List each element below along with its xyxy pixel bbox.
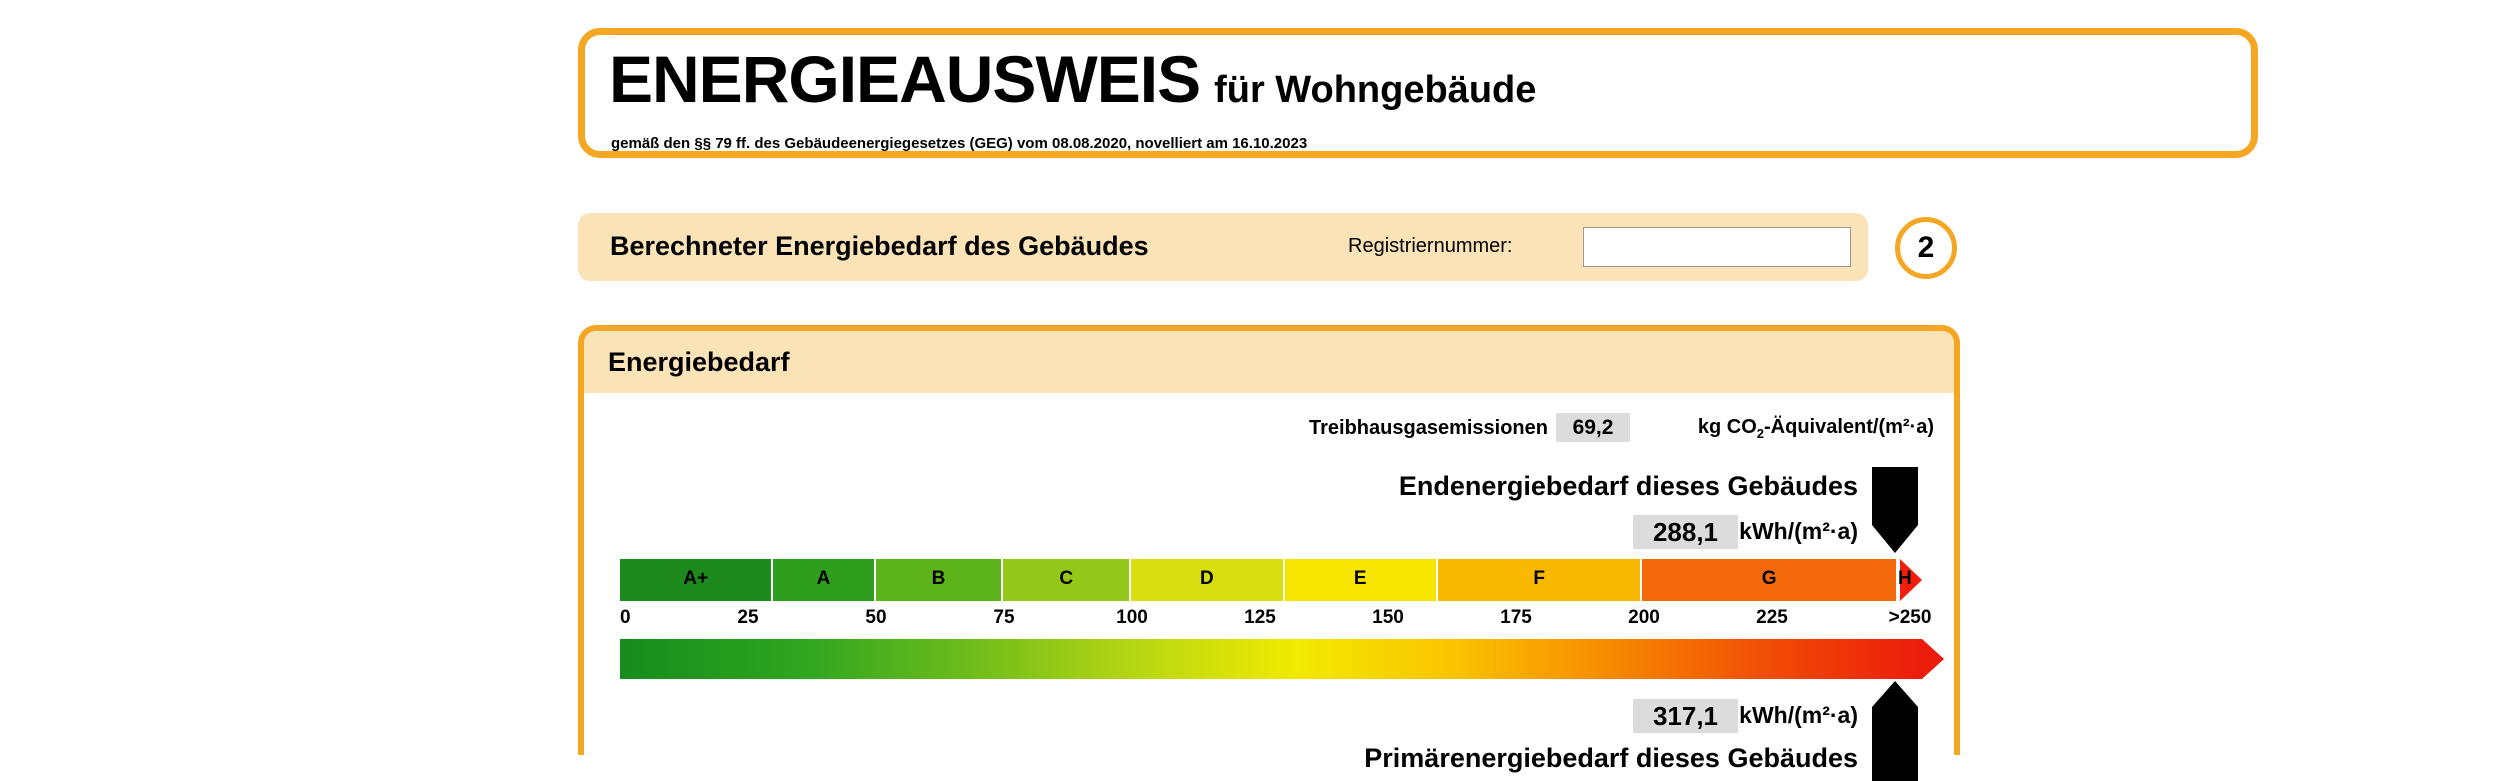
- energy-scale-tick-label: 100: [1116, 607, 1148, 628]
- energy-class-segment-g: [1642, 559, 1898, 601]
- page-number-badge: 2: [1895, 217, 1957, 279]
- energy-scale-tick-label: 0: [620, 607, 631, 628]
- energy-class-segment-aplus: [620, 559, 773, 601]
- greenhouse-gas-value: 69,2: [1556, 413, 1630, 442]
- energy-scale-tick-label: 50: [865, 607, 887, 628]
- energy-demand-header: [584, 331, 1954, 393]
- primary-energy-value: 317,1: [1633, 699, 1738, 733]
- energy-class-label: D: [1200, 568, 1214, 589]
- final-energy-value: 288,1: [1633, 515, 1738, 549]
- document-subtitle: für Wohngebäude: [1214, 69, 1537, 111]
- ghg-unit-sub: 2: [1756, 426, 1764, 441]
- energy-class-segment-c: [1003, 559, 1131, 601]
- registration-number-input[interactable]: [1583, 227, 1851, 267]
- energy-class-label: F: [1533, 568, 1545, 589]
- energy-class-segment-e: [1285, 559, 1438, 601]
- energy-class-label: G: [1761, 568, 1777, 589]
- energy-scale-tick-label: 175: [1500, 607, 1532, 628]
- energy-class-segment-a: [773, 559, 875, 601]
- primary-energy-label: Primärenergiebedarf dieses Gebäudes: [1364, 743, 1858, 773]
- energy-class-segment-d: [1131, 559, 1284, 601]
- greenhouse-gas-label: Treibhausgasemissionen: [1309, 417, 1548, 439]
- energy-class-scale: [620, 559, 1922, 601]
- greenhouse-gas-unit: [1698, 416, 1934, 441]
- primary-energy-marker-arrow-icon: [1872, 681, 1918, 781]
- energy-scale-tick-label: 150: [1372, 607, 1404, 628]
- energy-scale-ticks: [620, 607, 1932, 633]
- energy-gradient-bar: [620, 639, 1922, 679]
- ghg-unit-suffix: -Äquivalent/(m²·a): [1764, 416, 1934, 438]
- energy-scale-tick-label: >250: [1888, 607, 1932, 628]
- energy-scale-tick-label: 225: [1756, 607, 1788, 628]
- primary-energy-unit: kWh/(m²·a): [1739, 702, 1858, 728]
- energy-class-label: C: [1059, 568, 1074, 589]
- section-header-bar: [578, 213, 1868, 281]
- final-energy-unit: kWh/(m²·a): [1739, 518, 1858, 544]
- energy-scale-tick-label: 200: [1628, 607, 1660, 628]
- energy-class-label: A+: [683, 568, 709, 589]
- final-energy-label: Endenergiebedarf dieses Gebäudes: [1398, 471, 1858, 501]
- energy-demand-panel: [578, 325, 1960, 773]
- legal-reference: gemäß den §§ 79 ff. des Gebäudeenergiegesetzes (GEG) vom 08.08.2020, novelliert am 16.10.2023: [611, 135, 1308, 152]
- title-box: [578, 28, 2258, 158]
- energy-class-segment-h: H: [1898, 559, 1900, 601]
- title-line: [609, 41, 1536, 117]
- energy-scale-tick-label: 125: [1244, 607, 1276, 628]
- energy-scale-tick-label: 25: [737, 607, 759, 628]
- energy-demand-title: Energiebedarf: [608, 347, 790, 377]
- energy-gradient-bar-tip: [1922, 639, 1944, 679]
- ghg-unit-prefix: kg CO: [1697, 416, 1757, 438]
- energy-scale-tick-label: 75: [993, 607, 1015, 628]
- energy-class-segment-f: [1438, 559, 1642, 601]
- energy-class-label: A: [816, 568, 831, 589]
- final-energy-marker-arrow-icon: [1872, 467, 1918, 553]
- energy-class-segment-b: [876, 559, 1004, 601]
- registration-number-label: Registriernummer:: [1348, 235, 1513, 257]
- greenhouse-gas-row: [584, 413, 1954, 447]
- document-title: ENERGIEAUSWEIS: [609, 42, 1201, 116]
- energy-class-label: E: [1353, 568, 1367, 589]
- header-bar-title: Berechneter Energiebedarf des Gebäudes: [610, 231, 1149, 261]
- energy-class-label: B: [931, 568, 946, 589]
